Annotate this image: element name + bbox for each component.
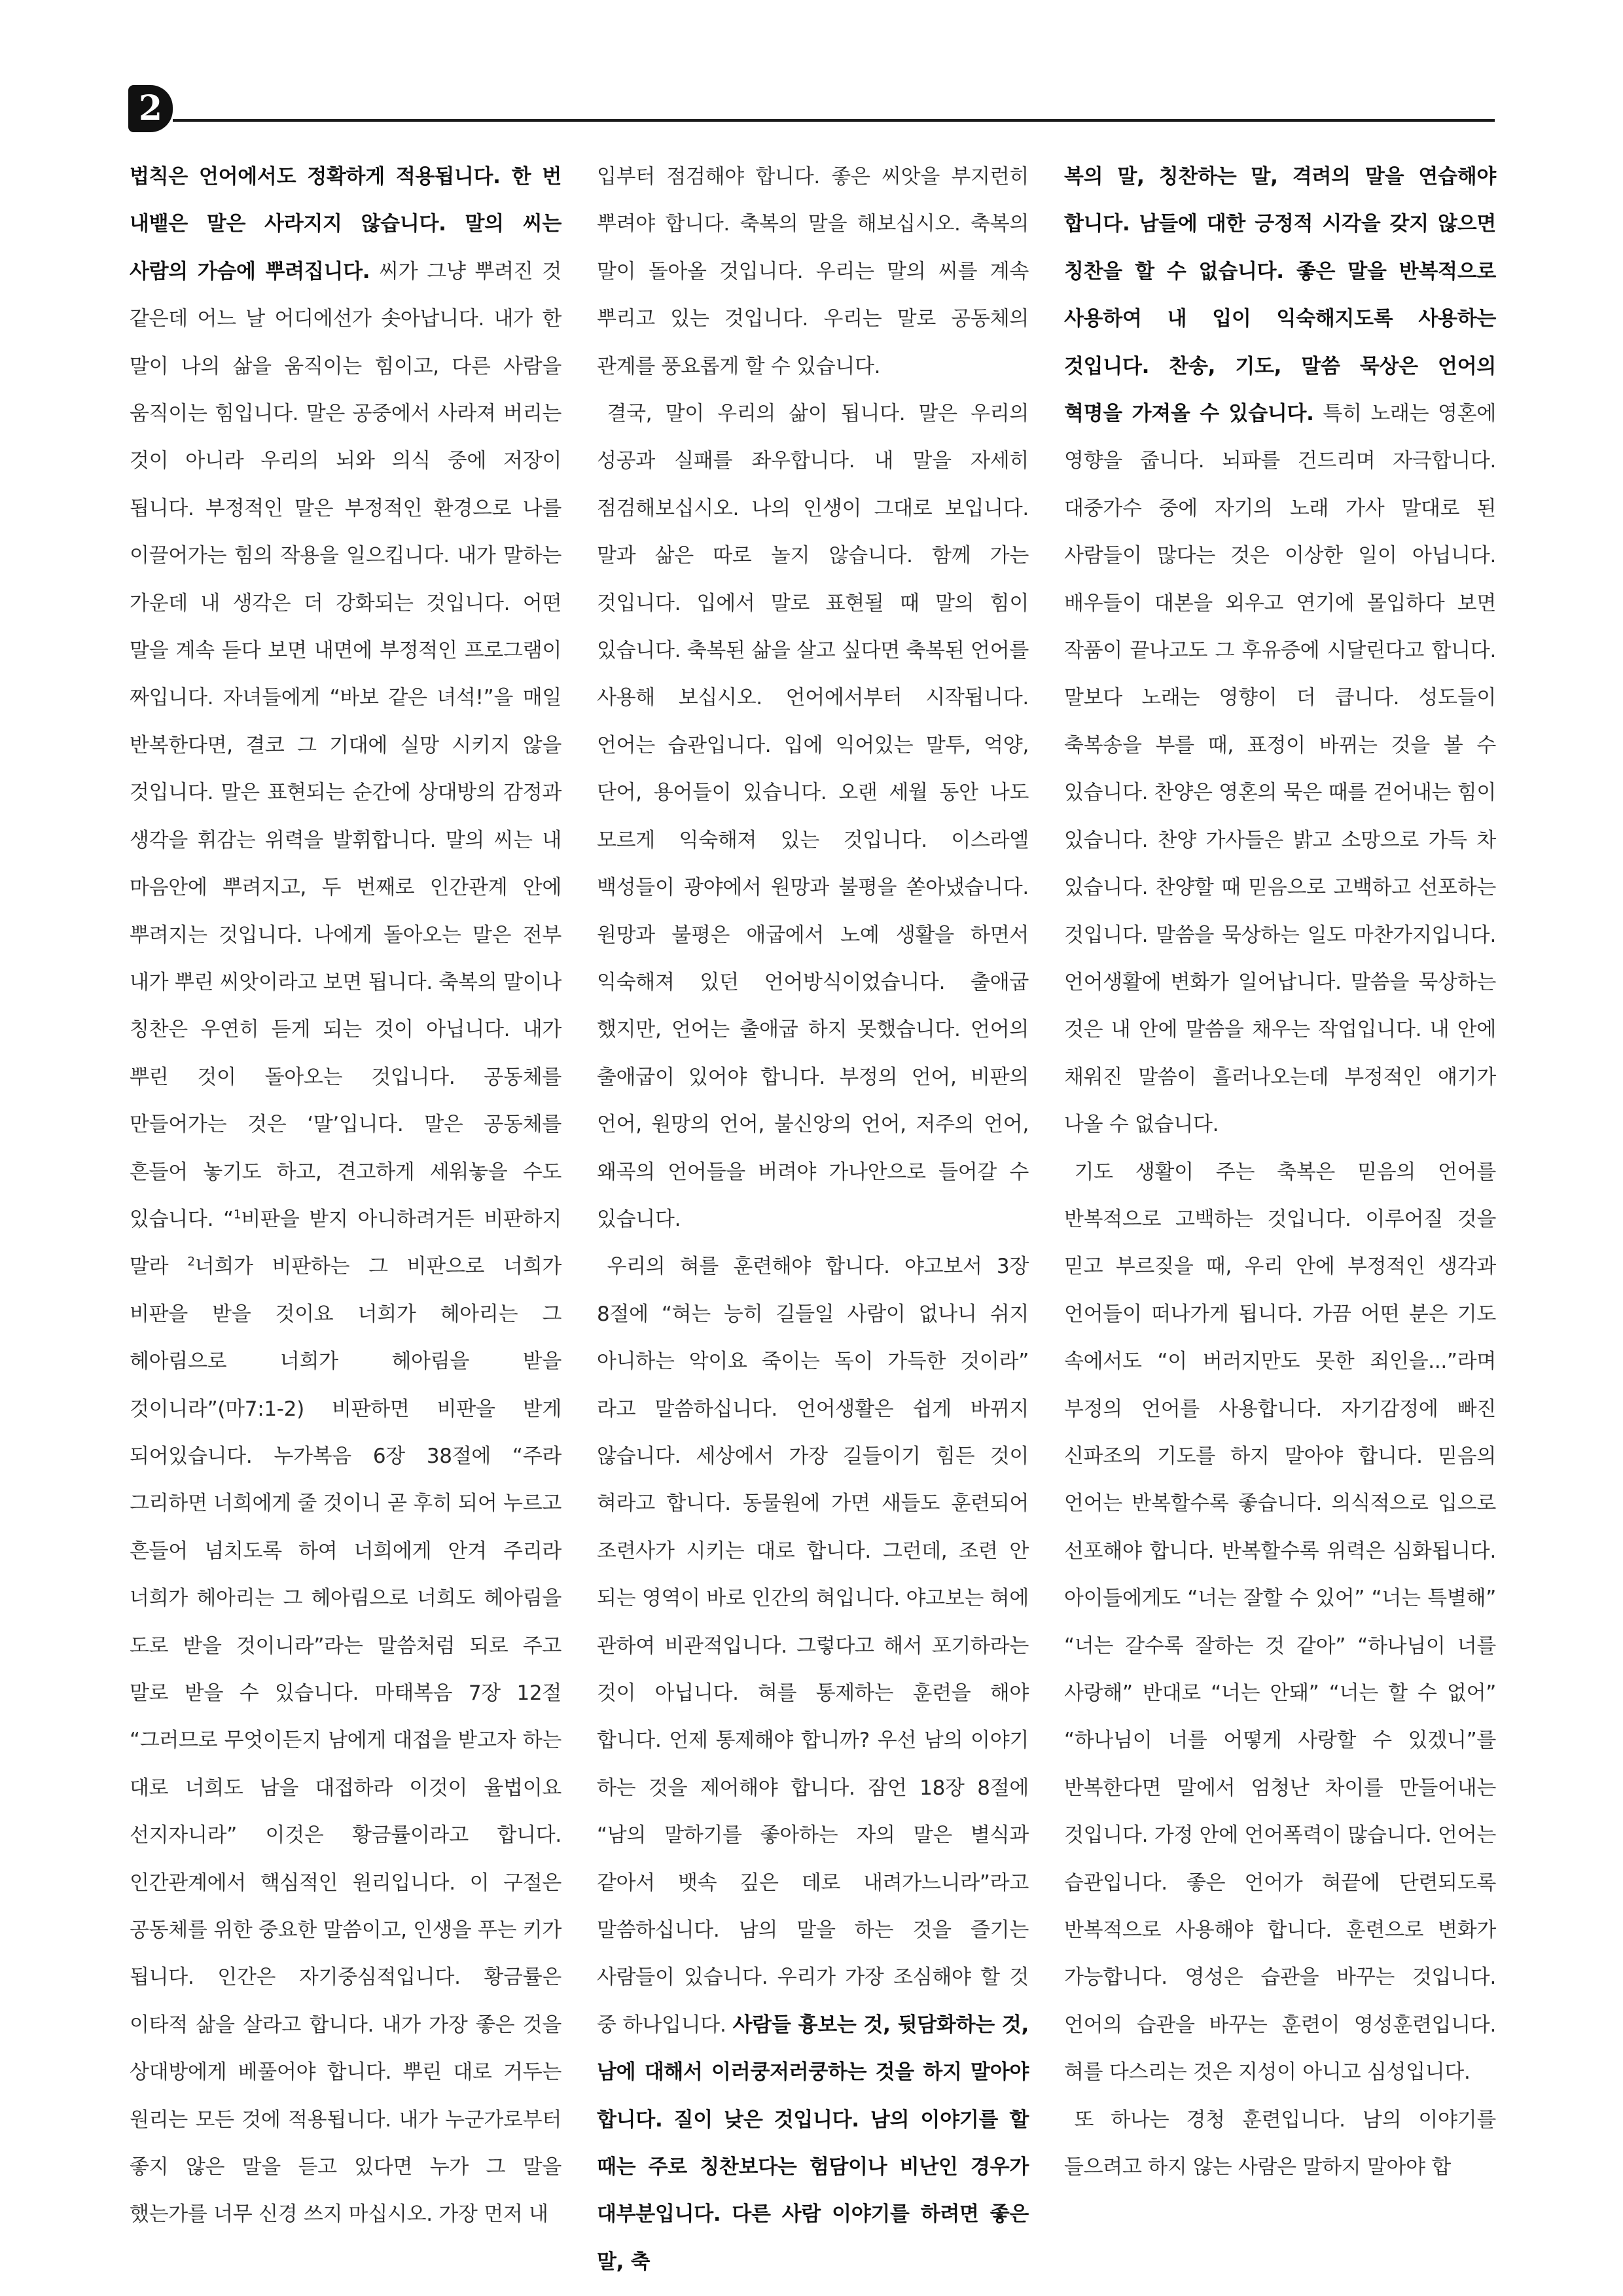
body-text: 특히 노래는 영혼에 영향을 줍니다. 뇌파를 건드리며 자극합니다. 대중가수 중에 자기의 노래 가사 말대로 된 사람들이 많다는 것은 이상한 일이 아닙니다. 배우들이 대본을 외우고 연기에 몰입하다 보면 작품이 끝나고도 그 후유증에 시달린다고 합니다. 말보다 노래는 영향이 더 큽니다. 성도들이 축복송을 부를 때, 표정이 바뀌는 것을 볼 수 있습니다. 찬양은 영혼의 묵은 때를 걷어내는 힘이 있습니다. 찬양 가사들은 밝고 소망으로 가득 차 있습니다. 찬양할 때 믿음으로 고백하고 선포하는 것입니다. 말씀을 묵상하는 일도 마찬가지입니다. 언어생활에 변화가 일어납니다. 말씀을 묵상하는 것은 내 안에 말씀을 채우는 작업입니다. 내 안에 채워진 말씀이 흘러나오는데 부정적인 얘기가 나올 수 없습니다. [1064,402,1496,1137]
emphasis-text: 사람들 흉보는 것, 뒷담화하는 것, 남에 대해서 이러쿵저러쿵하는 것을 하지 말아야 합니다. 질이 낮은 것입니다. 남의 이야기를 할 때는 주로 칭찬보다는 험담이나 비난인 경우가 대부분입니다. 다른 사람 이야기를 하려면 좋은 말, 축 [597,2013,1029,2274]
text-column-3 [1064,153,1496,2191]
paragraph: 결국, 말이 우리의 삶이 됩니다. 말은 우리의 성공과 실패를 좌우합니다. 내 말을 자세히 점검해보십시오. 나의 인생이 그대로 보입니다. 말과 삶은 따로 놀지 않습니다. 함께 가는 것입니다. 입에서 말로 표현될 때 말의 힘이 있습니다. 축복된 삶을 살고 싶다면 축복된 언어를 사용해 보십시오. 언어에서부터 시작됩니다. 언어는 습관입니다. 입에 익어있는 말투, 억양, 단어, 용어들이 있습니다. 오랜 세월 동안 나도 모르게 익숙해져 있는 것입니다. 이스라엘 백성들이 광야에서 원망과 불평을 쏟아냈습니다. 원망과 불평은 애굽에서 노예 생활을 하면서 익숙해져 있던 언어방식이었습니다. 출애굽 했지만, 언어는 출애굽 하지 못했습니다. 언어의 출애굽이 있어야 합니다. 부정의 언어, 비판의 언어, 원망의 언어, 불신앙의 언어, 저주의 언어, 왜곡의 언어들을 버려야 가나안으로 들어갈 수 있습니다. [597,402,1029,1231]
paragraph [1064,153,1496,1149]
verse-number: 2 [187,1255,195,1270]
page-number-badge: 2 [128,85,173,132]
paragraph [597,1243,1029,2286]
body-text: 씨가 그냥 뿌려진 것 같은데 어느 날 어디에선가 솟아납니다. 내가 한 말이 나의 삶을 움직이는 힘이고, 다른 사람을 움직이는 힘입니다. 말은 공중에서 사라져 버리는 것이 아니라 우리의 뇌와 의식 중에 저장이 됩니다. 부정적인 말은 부정적인 환경으로 나를 이끌어가는 힘의 작용을 일으킵니다. 내가 말하는 가운데 내 생각은 더 강화되는 것입니다. 어떤 말을 계속 듣다 보면 내면에 부정적인 프로그램이 짜입니다. 자녀들에게 “바보 같은 녀석!”을 매일 반복한다면, 결코 그 기대에 실망 시키지 않을 것입니다. 말은 표현되는 순간에 상대방의 감정과 생각을 휘감는 위력을 발휘합니다. 말의 씨는 내 마음안에 뿌려지고, 두 번째로 인간관계 안에 뿌려지는 것입니다. 나에게 돌아오는 말은 전부 내가 뿌린 씨앗이라고 보면 됩니다. 축복의 말이나 칭찬은 우연히 듣게 되는 것이 아닙니다. 내가 뿌린 것이 돌아오는 것입니다. 공동체를 만들어가는 것은 ‘말’입니다. 말은 공동체를 흔들어 놓기도 하고, 견고하게 세워놓을 수도 있습니다. “ [130,259,562,1231]
verse-number: 1 [233,1208,241,1222]
paragraph: 입부터 점검해야 합니다. 좋은 씨앗을 부지런히 뿌려야 합니다. 축복의 말을 해보십시오. 축복의 말이 돌아올 것입니다. 우리는 말의 씨를 계속 뿌리고 있는 것입니다. 우리는 말로 공동체의 관계를 풍요롭게 할 수 있습니다. [597,165,1029,378]
emphasis-text: 복의 말, 칭찬하는 말, 격려의 말을 연습해야 합니다. 남들에 대한 긍정적 시각을 갖지 않으면 칭찬을 할 수 없습니다. 좋은 말을 반복적으로 사용하여 내 입이 익숙해지도록 사용하는 것입니다. 찬송, 기도, 말씀 묵상은 언어의 혁명을 가져올 수 있습니다. [1064,165,1496,426]
body-text: 비판을 받지 아니하려거든 비판하지 말라 [130,1207,562,1279]
body-text: 너희가 비판하는 그 비판으로 너희가 비판을 받을 것이요 너희가 헤아리는 그 헤아림으로 너희가 헤아림을 받을 것이니라”(마7:1-2) 비판하면 비판을 받게 되어있습니다. 누가복음 6장 38절에 “주라 그리하면 너희에게 줄 것이니 곧 후히 되어 누르고 흔들어 넘치도록 하여 너희에게 안겨 주리라 너희가 헤아리는 그 헤아림으로 너희도 헤아림을 도로 받을 것이니라”라는 말씀처럼 되로 주고 말로 받을 수 있습니다. 마태복음 7장 12절 “그러므로 무엇이든지 남에게 대접을 받고자 하는 대로 너희도 남을 대접하라 이것이 율법이요 선지자니라” 이것은 황금률이라고 합니다. 인간관계에서 핵심적인 원리입니다. 이 구절은 공동체를 위한 중요한 말씀이고, 인생을 푸는 키가 됩니다. 인간은 자기중심적입니다. 황금률은 이타적 삶을 살라고 합니다. 내가 가장 좋은 것을 상대방에게 베풀어야 합니다. 뿌린 대로 거두는 원리는 모든 것에 적용됩니다. 내가 누군가로부터 좋지 않은 말을 듣고 있다면 누가 그 말을 했는가를 너무 신경 쓰지 마십시오. 가장 먼저 내 [130,1255,562,2227]
paragraph [130,153,562,2238]
emphasis-text: 법칙은 언어에서도 정확하게 적용됩니다. 한 번 내뱉은 말은 사라지지 않습니다. 말의 씨는 사람의 가슴에 뿌려집니다. [130,165,562,283]
header-rule [173,119,1495,122]
text-column-2 [597,153,1029,2286]
paragraph: 또 하나는 경청 훈련입니다. 남의 이야기를 들으려고 하지 않는 사람은 말하지 말아야 합 [1064,2108,1496,2179]
paragraph: 기도 생활이 주는 축복은 믿음의 언어를 반복적으로 고백하는 것입니다. 이루어질 것을 믿고 부르짖을 때, 우리 안에 부정적인 생각과 언어들이 떠나가게 됩니다. 가끔 어떤 분은 기도 속에서도 “이 버러지만도 못한 죄인을...”라며 부정의 언어를 사용합니다. 자기감정에 빠진 신파조의 기도를 하지 말아야 합니다. 믿음의 언어는 반복할수록 좋습니다. 의식적으로 입으로 선포해야 합니다. 반복할수록 위력은 심화됩니다. 아이들에게도 “너는 잘할 수 있어” “너는 특별해” “너는 갈수록 잘하는 것 같아” “하나님이 너를 사랑해” 반대로 “너는 안돼” “너는 할 수 없어” “하나님이 너를 어떻게 사랑할 수 있겠니”를 반복한다면 말에서 엄청난 차이를 만들어내는 것입니다. 가정 안에 언어폭력이 많습니다. 언어는 습관입니다. 좋은 언어가 혀끝에 단련되도록 반복적으로 사용해야 합니다. 훈련으로 변화가 가능합니다. 영성은 습관을 바꾸는 것입니다. 언어의 습관을 바꾸는 훈련이 영성훈련입니다. 혀를 다스리는 것은 지성이 아니고 심성입니다. [1064,1160,1496,2085]
text-column-1 [130,153,562,2238]
body-text: 우리의 혀를 훈련해야 합니다. 야고보서 3장 8절에 “혀는 능히 길들일 사람이 없나니 쉬지 아니하는 악이요 죽이는 독이 가득한 것이라” 라고 말씀하십니다. 언어생활은 쉽게 바뀌지 않습니다. 세상에서 가장 길들이기 힘든 것이 혀라고 합니다. 동물원에 가면 새들도 훈련되어 조련사가 시키는 대로 합니다. 그런데, 조련 안 되는 영역이 바로 인간의 혀입니다. 야고보는 혀에 관하여 비관적입니다. 그렇다고 해서 포기하라는 것이 아닙니다. 혀를 통제하는 훈련을 해야 합니다. 언제 통제해야 합니까? 우선 남의 이야기 하는 것을 제어해야 합니다. 잠언 18장 8절에 “남의 말하기를 좋아하는 자의 말은 별식과 같아서 뱃속 깊은 데로 내려가느니라”라고 말씀하십니다. 남의 말을 하는 것을 즐기는 사람들이 있습니다. 우리가 가장 조심해야 할 것 중 하나입니다. [597,1255,1029,2037]
